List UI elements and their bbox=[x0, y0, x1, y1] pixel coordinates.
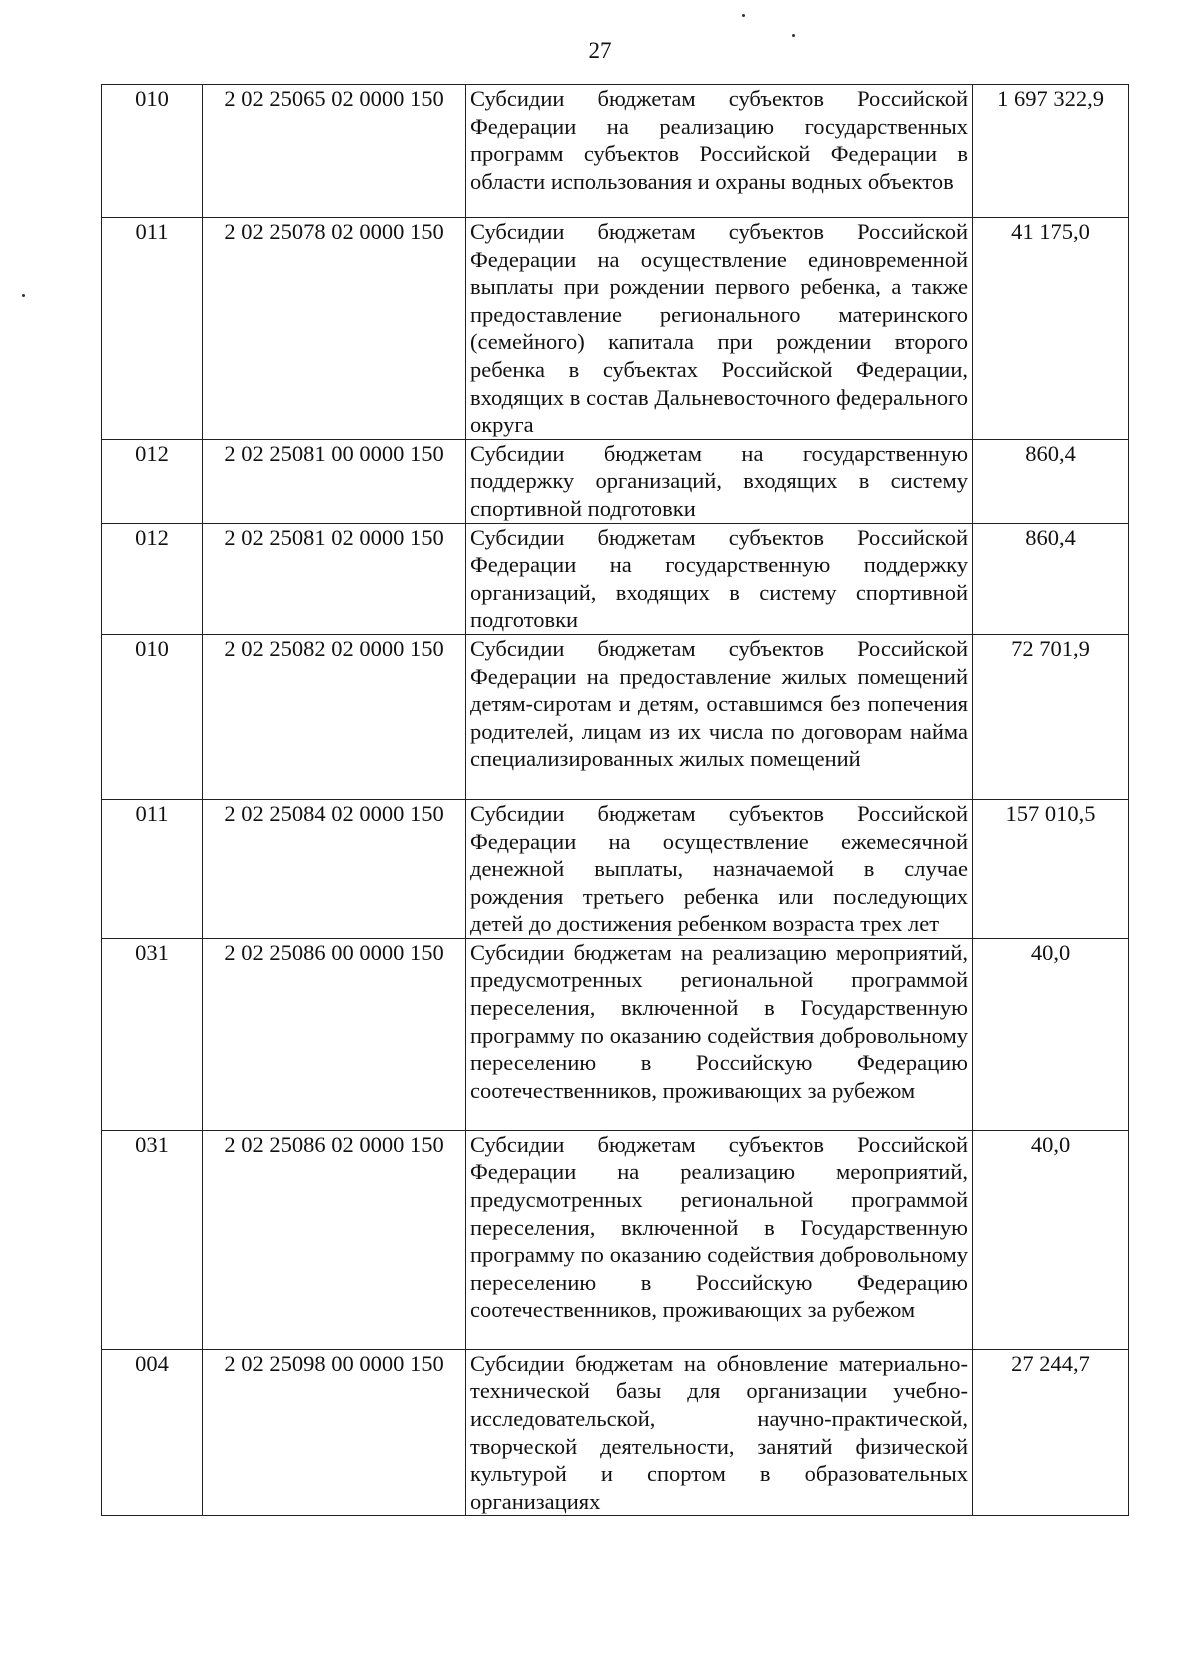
revenue-name-cell: Субсидии бюджетам субъектов Российской Федерации на осуществление ежемесячной денежной выплаты, назначаемой в случае рождения третьего ребенка или последующих детей до достижения ребенком возраста трех лет bbox=[466, 799, 973, 938]
revenue-name-cell: Субсидии бюджетам субъектов Российской Федерации на государственную поддержку организаций, входящих в систему спортивной подготовки bbox=[466, 523, 973, 634]
amount-cell: 41 175,0 bbox=[973, 218, 1129, 440]
budget-table bbox=[101, 84, 1129, 1516]
amount-cell: 40,0 bbox=[973, 1130, 1129, 1349]
amount-cell: 860,4 bbox=[973, 523, 1129, 634]
budget-classification-code-cell: 2 02 25081 02 0000 150 bbox=[203, 523, 466, 634]
scan-speck bbox=[792, 34, 795, 37]
table-row bbox=[102, 938, 1129, 1130]
scan-speck bbox=[742, 14, 745, 17]
budget-classification-code-cell: 2 02 25065 02 0000 150 bbox=[203, 85, 466, 218]
admin-code-cell: 010 bbox=[102, 85, 203, 218]
revenue-name-cell: Субсидии бюджетам субъектов Российской Федерации на реализацию мероприятий, предусмотренных региональной программой переселения, включенной в Государственную программу по оказанию содействия добровольному переселению в Российскую Федерацию соотечественников, проживающих за рубежом bbox=[466, 1130, 973, 1349]
amount-cell: 27 244,7 bbox=[973, 1349, 1129, 1516]
revenue-name-cell: Субсидии бюджетам на государственную поддержку организаций, входящих в систему спортивной подготовки bbox=[466, 439, 973, 523]
admin-code-cell: 012 bbox=[102, 523, 203, 634]
amount-cell: 1 697 322,9 bbox=[973, 85, 1129, 218]
admin-code-cell: 011 bbox=[102, 799, 203, 938]
amount-cell: 157 010,5 bbox=[973, 799, 1129, 938]
budget-classification-code-cell: 2 02 25078 02 0000 150 bbox=[203, 218, 466, 440]
page-number: 27 bbox=[588, 38, 612, 63]
table-row bbox=[102, 523, 1129, 634]
table-row bbox=[102, 218, 1129, 440]
table-row bbox=[102, 799, 1129, 938]
revenue-name-cell: Субсидии бюджетам субъектов Российской Федерации на предоставление жилых помещений детям-сиротам и детям, оставшимся без попечения родителей, лицам из их числа по договорам найма специализированных жилых помещений bbox=[466, 634, 973, 799]
table-row bbox=[102, 439, 1129, 523]
admin-code-cell: 011 bbox=[102, 218, 203, 440]
budget-classification-code-cell: 2 02 25098 00 0000 150 bbox=[203, 1349, 466, 1516]
revenue-name-cell: Субсидии бюджетам субъектов Российской Федерации на осуществление единовременной выплаты при рождении первого ребенка, а также предоставление регионального материнского (семейного) капитала при рождении второго ребенка в субъектах Российской Федерации, входящих в состав Дальневосточного федерального округа bbox=[466, 218, 973, 440]
revenue-name-cell: Субсидии бюджетам на реализацию мероприятий, предусмотренных региональной программой переселения, включенной в Государственную программу по оказанию содействия добровольному переселению в Российскую Федерацию соотечественников, проживающих за рубежом bbox=[466, 938, 973, 1130]
admin-code-cell: 031 bbox=[102, 1130, 203, 1349]
revenue-name-cell: Субсидии бюджетам на обновление материально-технической базы для организации учебно-исследовательской, научно-практической, творческой деятельности, занятий физической культурой и спортом в образовательных организациях bbox=[466, 1349, 973, 1516]
amount-cell: 860,4 bbox=[973, 439, 1129, 523]
budget-classification-code-cell: 2 02 25084 02 0000 150 bbox=[203, 799, 466, 938]
budget-classification-code-cell: 2 02 25086 00 0000 150 bbox=[203, 938, 466, 1130]
budget-classification-code-cell: 2 02 25082 02 0000 150 bbox=[203, 634, 466, 799]
table-row bbox=[102, 85, 1129, 218]
admin-code-cell: 010 bbox=[102, 634, 203, 799]
table-row bbox=[102, 1130, 1129, 1349]
budget-classification-code-cell: 2 02 25086 02 0000 150 bbox=[203, 1130, 466, 1349]
table-row bbox=[102, 634, 1129, 799]
admin-code-cell: 004 bbox=[102, 1349, 203, 1516]
amount-cell: 72 701,9 bbox=[973, 634, 1129, 799]
table-row bbox=[102, 1349, 1129, 1516]
admin-code-cell: 031 bbox=[102, 938, 203, 1130]
budget-table-body bbox=[102, 85, 1129, 1516]
budget-classification-code-cell: 2 02 25081 00 0000 150 bbox=[203, 439, 466, 523]
scan-speck bbox=[22, 294, 25, 297]
amount-cell: 40,0 bbox=[973, 938, 1129, 1130]
admin-code-cell: 012 bbox=[102, 439, 203, 523]
revenue-name-cell: Субсидии бюджетам субъектов Российской Федерации на реализацию государственных программ субъектов Российской Федерации в области использования и охраны водных объектов bbox=[466, 85, 973, 218]
